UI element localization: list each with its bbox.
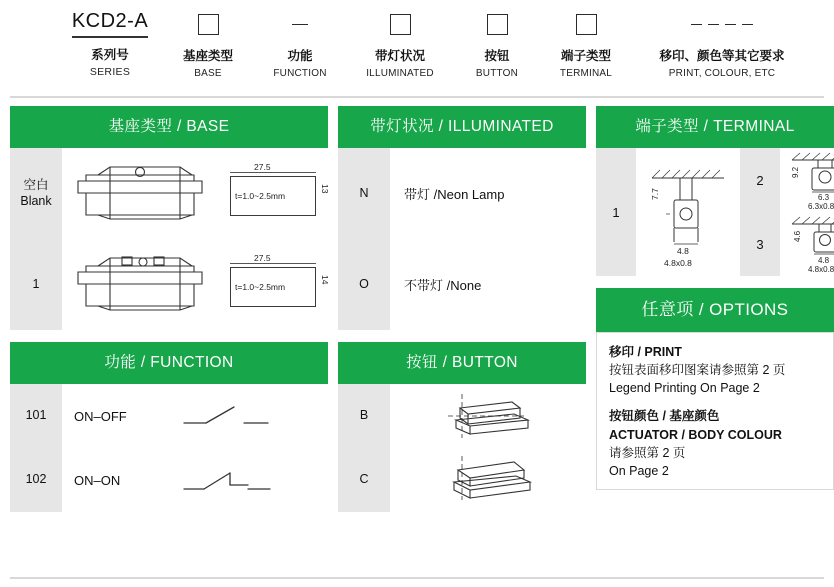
base-thickness-blank: t=1.0~2.5mm	[235, 190, 286, 201]
base-row-code-1	[10, 239, 62, 330]
series-label-cn: 系列号	[91, 48, 129, 62]
segment-function-label-cn: 功能	[287, 49, 313, 63]
segment-function	[254, 10, 346, 79]
base-height-dim-1: 14	[320, 274, 330, 284]
base-code-blank-cn: 空白	[23, 177, 49, 192]
button-panel	[338, 384, 586, 512]
base-row-blank	[62, 148, 350, 239]
terminal-panel	[596, 148, 834, 276]
button-section	[338, 342, 586, 512]
svg-text:4.8: 4.8	[677, 246, 689, 256]
segment-print	[632, 10, 812, 79]
segment-print-label-en: PRINT, COLOUR, ETC	[668, 68, 776, 79]
square-box-icon	[487, 14, 508, 35]
svg-text:7.7: 7.7	[650, 188, 660, 200]
terminal-section-header: 端子类型 / TERMINAL	[596, 106, 834, 148]
illuminated-text-o: 不带灯 /None	[404, 278, 482, 293]
function-code-102: 102	[25, 472, 47, 487]
function-section	[10, 342, 328, 512]
illuminated-panel	[338, 148, 586, 330]
function-symbol-102	[172, 463, 328, 497]
terminal-code-2: 2	[740, 148, 780, 212]
spec-grid	[8, 106, 834, 576]
svg-text:4.8: 4.8	[818, 256, 830, 265]
segment-terminal-label-en: TERMINAL	[559, 68, 613, 79]
button-section-header: 按钮 / BUTTON	[338, 342, 586, 384]
options-line-print-cn: 按钮表面移印图案请参照第 2 页	[609, 363, 786, 378]
rocker-switch-drawing-blank	[68, 159, 218, 229]
svg-text:9.2: 9.2	[791, 166, 800, 178]
segment-button	[454, 10, 540, 79]
segment-button-label-cn: 按钮	[484, 49, 510, 63]
segment-function-label-en: FUNCTION	[273, 68, 327, 79]
function-rows	[62, 384, 328, 512]
svg-text:6.3x0.8: 6.3x0.8	[808, 202, 834, 210]
footer-divider	[10, 577, 824, 579]
illuminated-text-n: 带灯 /Neon Lamp	[404, 187, 505, 202]
base-row-code-blank	[10, 148, 62, 239]
segment-illuminated-label-en: ILLUMINATED	[366, 68, 434, 79]
options-spacer	[609, 397, 821, 407]
square-box-icon	[198, 14, 219, 35]
series-code-block	[10, 10, 162, 78]
button-profile-c	[390, 448, 586, 512]
illuminated-rows	[390, 148, 586, 330]
button-code-b: B	[359, 408, 369, 423]
base-thickness-1: t=1.0~2.5mm	[235, 281, 286, 292]
illuminated-code-o: O	[359, 276, 369, 291]
segment-base-label-cn: 基座类型	[182, 49, 233, 63]
base-section-header: 基座类型 / BASE	[10, 106, 328, 148]
options-line-page-cn: 请参照第 2 页	[609, 445, 686, 460]
series-code: KCD2-A	[72, 10, 148, 38]
button-profile-b	[390, 384, 586, 448]
button-rows	[390, 384, 586, 512]
segment-print-label-cn: 移印、颜色等其它要求	[659, 49, 785, 63]
terminal-code-1: 1	[596, 148, 636, 276]
svg-text:6.3: 6.3	[818, 193, 830, 202]
part-number-breakdown	[8, 0, 826, 96]
square-box-icon	[390, 14, 411, 35]
segment-illuminated-label-cn: 带灯状况	[374, 49, 425, 63]
illuminated-code-n: N	[359, 185, 369, 200]
function-panel	[10, 384, 328, 512]
function-section-header: 功能 / FUNCTION	[10, 342, 328, 384]
terminal-drawing-3	[780, 212, 834, 276]
base-width-dim-1: 27.5	[254, 252, 271, 263]
terminal-row-2	[740, 148, 834, 212]
segment-base-label-en: BASE	[194, 68, 222, 79]
base-code-column	[10, 148, 62, 330]
options-line-colour-cn: 按钮颜色 / 基座颜色	[609, 409, 720, 424]
base-dimension-blank	[224, 162, 344, 226]
column-left	[10, 106, 328, 512]
terminal-right-group	[740, 148, 834, 276]
function-row-on-on	[62, 448, 328, 512]
svg-text:4.6: 4.6	[793, 230, 802, 242]
column-right	[596, 106, 834, 490]
options-line-colour-en: ACTUATOR / BODY COLOUR	[609, 427, 782, 442]
base-height-dim-blank: 13	[320, 183, 330, 193]
base-dimension-1	[224, 253, 344, 317]
dash-icon	[292, 24, 308, 25]
function-label-101: ON–OFF	[74, 408, 127, 424]
function-label-102: ON–ON	[74, 472, 121, 488]
button-code-column	[338, 384, 390, 512]
options-section-header: 任意项 / OPTIONS	[596, 288, 834, 332]
base-drawings	[62, 148, 350, 330]
terminal-code-3: 3	[740, 212, 780, 276]
illuminated-code-column	[338, 148, 390, 330]
svg-text:4.8x0.8: 4.8x0.8	[808, 265, 834, 274]
options-line-print-title: 移印 / PRINT	[609, 345, 682, 359]
options-line-print-en: Legend Printing On Page 2	[609, 381, 760, 396]
segment-terminal-label-cn: 端子类型	[560, 49, 611, 63]
base-width-dim-blank: 27.5	[254, 161, 271, 172]
base-row-1	[62, 239, 350, 330]
series-label-en: SERIES	[89, 66, 131, 78]
base-panel	[10, 148, 328, 330]
svg-text:4.8x0.8: 4.8x0.8	[664, 258, 692, 268]
options-line-page-en: On Page 2	[609, 463, 669, 478]
illuminated-section-header: 带灯状况 / ILLUMINATED	[338, 106, 586, 148]
terminal-row-3	[740, 212, 834, 276]
segment-button-label-en: BUTTON	[475, 68, 519, 79]
base-code-1: 1	[32, 276, 40, 291]
options-body	[596, 332, 834, 490]
header-divider	[10, 96, 824, 98]
function-code-column	[10, 384, 62, 512]
button-code-c: C	[359, 472, 369, 487]
terminal-drawing-2	[780, 148, 834, 212]
function-row-on-off	[62, 384, 328, 448]
segment-base	[162, 10, 254, 79]
terminal-drawing-1	[636, 148, 740, 276]
segment-illuminated	[346, 10, 454, 79]
function-symbol-101	[172, 399, 328, 433]
column-middle	[338, 106, 586, 512]
dashes-icon	[691, 24, 753, 25]
segment-terminal	[540, 10, 632, 79]
square-box-icon	[576, 14, 597, 35]
function-code-101: 101	[25, 408, 47, 423]
base-code-blank-en: Blank	[20, 193, 52, 208]
rocker-switch-drawing-1	[68, 250, 218, 320]
